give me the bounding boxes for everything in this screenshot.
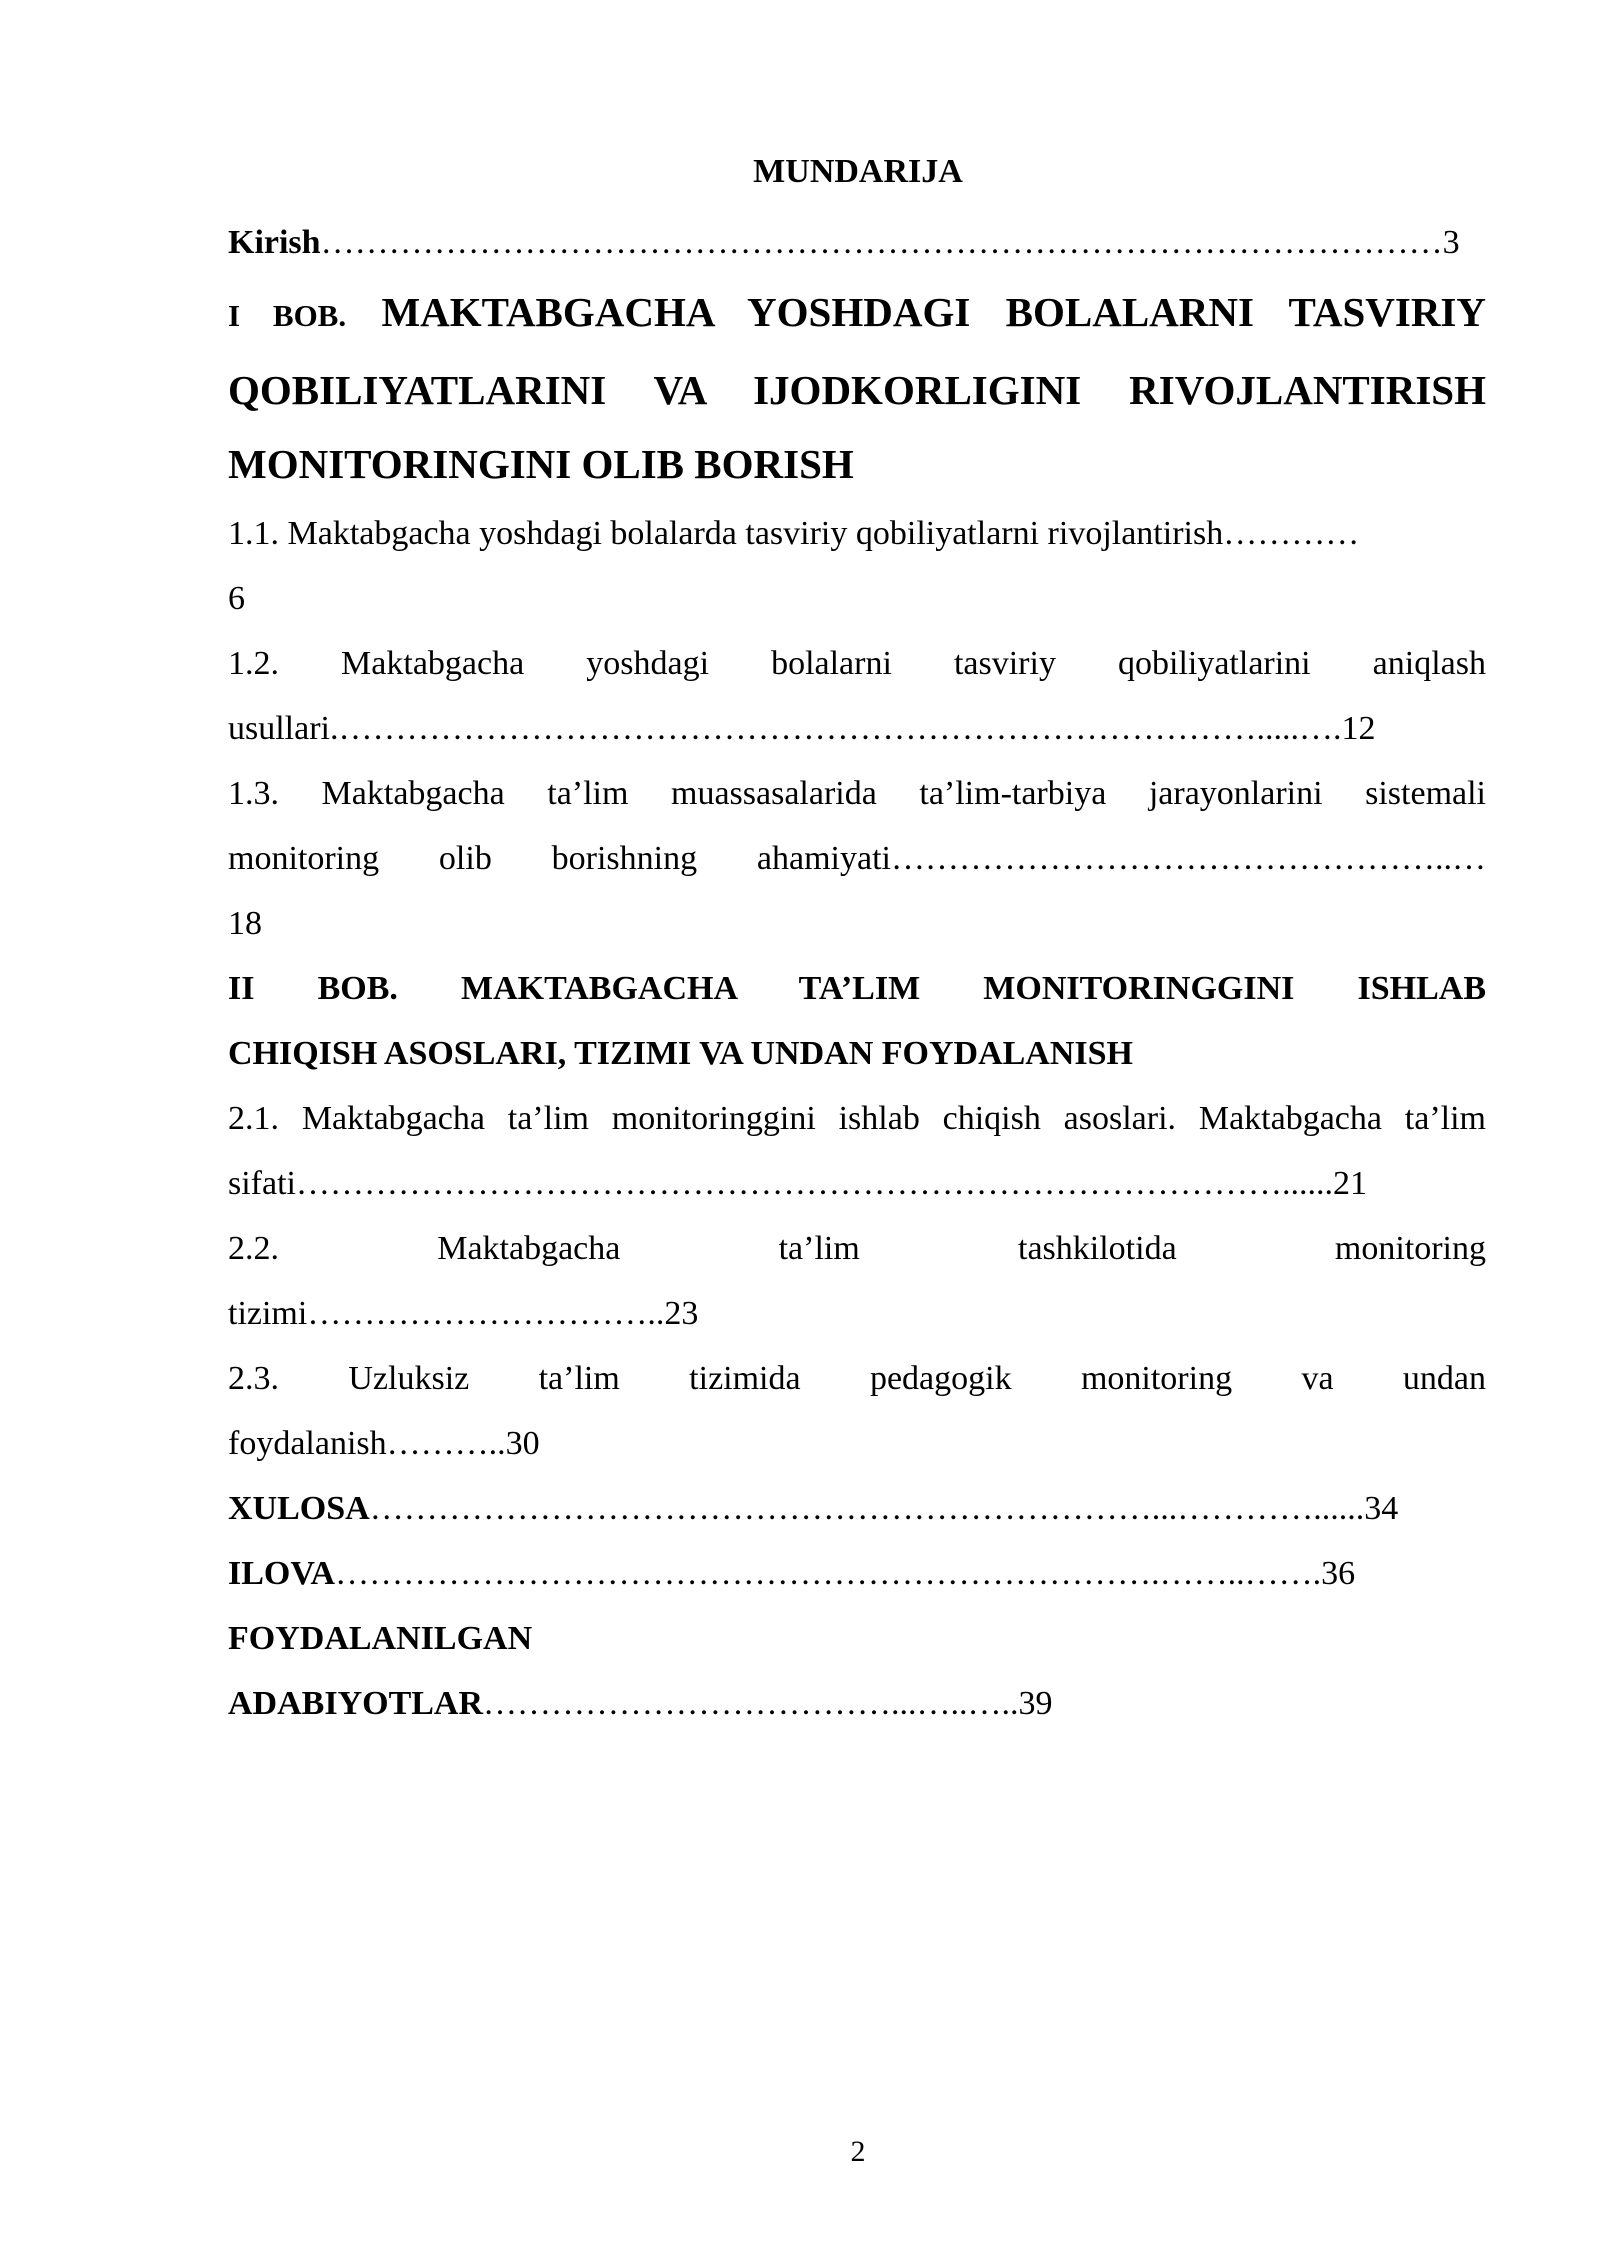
toc-chapter-2-line-2: CHIQISH ASOSLARI, TIZIMI VA UNDAN FOYDALANISH	[228, 1035, 1134, 1072]
toc-section-1-3[interactable]	[228, 761, 1486, 956]
toc-section-line-2: sifati……………………………………………………………………………......21	[228, 1165, 1367, 1202]
toc-chapter-2[interactable]	[228, 956, 1486, 1086]
toc-section-line-2: tizimi…………………………..23	[228, 1295, 699, 1332]
chapter-1-prefix: I BOB.	[228, 298, 347, 333]
toc-section-2-1[interactable]	[228, 1086, 1486, 1216]
toc-entry-xulosa[interactable]	[228, 1476, 1486, 1541]
toc-entry-label: Kirish	[228, 224, 321, 261]
toc-section-text: 1.1. Maktabgacha yoshdagi bolalarda tasviriy qobiliyatlarni rivojlantirish…………	[228, 515, 1360, 552]
toc-section-line-1: 2.1. Maktabgacha ta’lim monitoringgini ishlab chiqish asoslari. Maktabgacha ta’lim	[228, 1100, 1486, 1137]
toc-chapter-1-line-2: QOBILIYATLARINI VA IJODKORLIGINI RIVOJLANTIRISH	[228, 367, 1486, 413]
toc-entry-label-line-1: FOYDALANILGAN	[228, 1620, 533, 1657]
toc-section-2-2[interactable]	[228, 1216, 1486, 1346]
toc-section-1-2[interactable]	[228, 631, 1486, 761]
toc-chapter-1-line-3: MONITORINGINI OLIB BORISH	[228, 441, 854, 487]
toc-section-page: 18	[228, 905, 262, 942]
toc-entry-dots: ……………………………………………………………...…………......34	[369, 1490, 1399, 1527]
toc-section-1-1[interactable]	[228, 501, 1486, 631]
toc-title: MUNDARIJA	[753, 153, 963, 190]
toc-section-line-1: 2.3. Uzluksiz ta’lim tizimida pedagogik monitoring va undan	[228, 1360, 1486, 1397]
toc-entry-kirish[interactable]	[228, 210, 1486, 275]
page-number: 2	[850, 2135, 866, 2168]
chapter-1-title-part-1: MAKTABGACHA YOSHDAGI BOLALARNI TASVIRIY	[346, 289, 1486, 335]
toc-section-line-1: 2.2. Maktabgacha ta’lim tashkilotida monitoring	[228, 1230, 1486, 1267]
toc-entry-label: ILOVA	[228, 1555, 336, 1592]
toc-entry-label: ADABIYOTLAR	[228, 1685, 484, 1722]
toc-entry-label: XULOSA	[228, 1490, 370, 1527]
toc-entry-ilova[interactable]	[228, 1541, 1486, 1606]
toc-entry-adabiyotlar[interactable]	[228, 1606, 1486, 1736]
toc-section-line-1: 1.3. Maktabgacha ta’lim muassasalarida ta’lim-tarbiya jarayonlarini sistemali	[228, 775, 1486, 812]
toc-section-line-2: usullari.……………………………………………………………………….....….12	[228, 710, 1376, 747]
toc-chapter-1[interactable]	[228, 275, 1486, 501]
toc-section-line-2: monitoring olib borishning ahamiyati…………………………………………..…	[228, 840, 1486, 877]
toc-section-page: 6	[228, 580, 245, 617]
table-of-contents	[228, 210, 1486, 1736]
toc-section-line-1: 1.2. Maktabgacha yoshdagi bolalarni tasviriy qobiliyatlarini aniqlash	[228, 645, 1486, 682]
toc-chapter-2-line-1: II BOB. MAKTABGACHA TA’LIM MONITORINGGINI ISHLAB	[228, 970, 1486, 1007]
toc-entry-line-2	[228, 1671, 1486, 1736]
toc-chapter-1-line-1	[228, 275, 1486, 353]
toc-entry-dots: ………………………………………………………………………………………3	[320, 224, 1460, 261]
toc-entry-dots: ……………………………………………………………….……..…….36	[335, 1555, 1356, 1592]
toc-section-2-3[interactable]	[228, 1346, 1486, 1476]
toc-entry-dots: ………………………………...…..…..39	[483, 1685, 1053, 1722]
toc-section-line-2: foydalanish………..30	[228, 1425, 540, 1462]
